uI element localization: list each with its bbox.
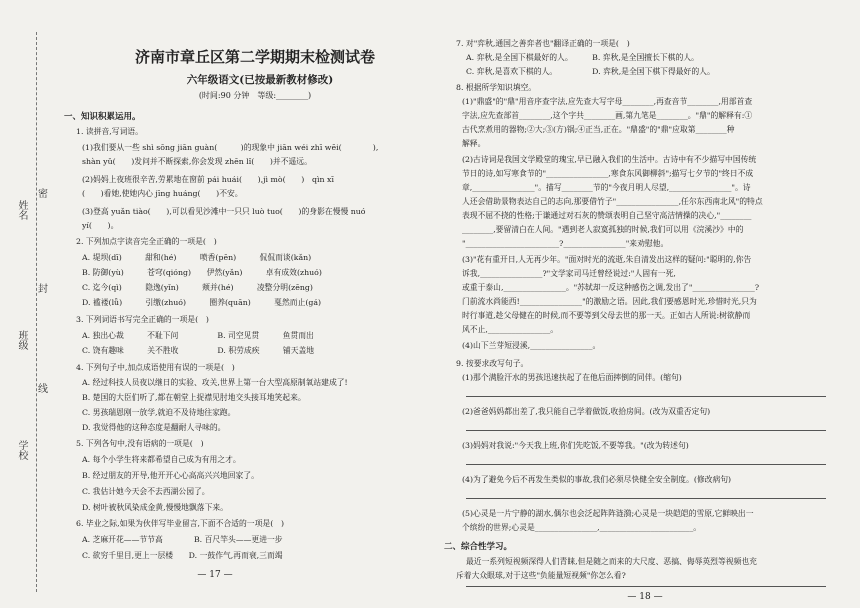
q8-line: (1)"鼎盛"的"鼎"用音序查字法,应先查大写字母________,再查音节________,用部首查: [462, 97, 753, 106]
q7-option: A. 弈秋,是全国下棋最好的人。 B. 弈秋,是全国擅长下棋的人。: [466, 53, 699, 62]
q1-line: (1)我们要从一些 shì sōng jiān guàn( )的现象中 jiān wéi zhī wēi( ),: [82, 143, 379, 152]
q5-option: C. 我估计她今天会不去西湖公园了。: [82, 487, 210, 496]
q7-stem: 7. 对"弈秋,通国之善弈者也"翻译正确的一项是( ): [456, 39, 630, 48]
q9-stem: 9. 按要求改写句子。: [456, 359, 529, 368]
section1-heading: 一、知识积累运用。: [64, 112, 141, 122]
q4-option: A. 经过科技人员夜以继日的实验、攻关,世界上第一台大型高原制氧站建成了!: [82, 378, 348, 387]
q5-option: A. 每个小学生将来都希望自己成为有用之才。: [82, 455, 241, 464]
q7-option: C. 弈秋,是喜欢下棋的人。 D. 弈秋,是全国下棋下得最好的人。: [466, 67, 715, 76]
page-number: — 18 —: [627, 592, 663, 602]
seal-char-xian: 线: [38, 384, 48, 395]
q9-item: (4)为了避免今后不再发生类似的事故,我们必须尽快健全安全制度。(修改病句): [462, 475, 732, 484]
q9-item: (5)心灵是一片宁静的湖水,偶尔也会泛起阵阵涟漪;心灵是一块皑皑的雪原,它鲜映出一: [462, 509, 754, 518]
q1-stem: 1. 读拼音,写词语。: [76, 127, 143, 136]
q8-line: 或重于泰山,________________。"苏轼却一反这种感伤之调,发出了"________________?: [462, 283, 759, 292]
answer-line[interactable]: [466, 464, 826, 465]
s2-line: 斥着大众眼球,对于这些"负能量短视频"你怎么看?: [456, 571, 626, 580]
q9-item: (1)那个满脸汗水的男孩迅速扶起了在他后面摔倒的同伴。(缩句): [462, 373, 682, 382]
q4-option: C. 男孩瑞恩刚一放学,就迫不及待地往家跑。: [82, 408, 236, 417]
q5-option: D. 树叶被秋风染成金黄,慢慢地飘落下来。: [82, 503, 228, 512]
time-grade-line: (时间:90 分钟 等级:________): [198, 91, 312, 100]
seal-char-mi: 密: [38, 189, 48, 200]
q1-line: ( )看她,使她内心 jīng huáng( )不安。: [82, 189, 243, 198]
q8-line: 诉我,________________?"文学家司马迁曾经说过:"人固有一死,: [462, 269, 676, 278]
q4-stem: 4. 下列句子中,加点成语使用有误的一项是( ): [76, 363, 235, 372]
q9-item: (3)妈妈对我说:"今天我上班,你们先吃饭,不要等我。"(改为转述句): [462, 441, 689, 450]
q8-line: 人还会借助景物表达自己的志向,那要借竹子"________________,任尔东西南北风"的特点: [462, 197, 763, 206]
q8-line: 时行事道,趁父母健在的时候,而不要等到父母去世的那一天。正如古人所说:树欲静而: [462, 311, 751, 320]
q2-option: D. 褴褛(lǚ) 引缴(zhuó) 圈养(quān) 戛然而止(gá): [82, 298, 322, 307]
q4-option: B. 楚国的大臣们听了,都在朝堂上捉襟见肘地交头接耳地笑起来。: [82, 393, 306, 402]
s2-line: 最近一系列短视频深得人们青睐,但是随之而来的大尺度、恶搞、侮辱英烈等视频也充: [466, 557, 757, 566]
q3-option: A. 独出心裁 不耻下问 B. 司空见贯 鱼贯而出: [82, 331, 314, 340]
q2-option: C. 迄今(qì) 隐逸(yǐn) 颊并(hé) 凌整分明(zēng): [82, 283, 313, 292]
page-title: 济南市章丘区第二学期期末检测试卷: [134, 48, 375, 66]
q9-item: (2)爸爸妈妈都出差了,我只能自己学着做饭,收拾房间。(改为双重否定句): [462, 407, 711, 416]
q2-option: B. 防御(yù) 苍穹(qióng) 伊然(yǎn) 卓有成效(zhuó): [82, 268, 322, 277]
q8-line: 古代烹煮用的器物;②大;③(方)锅;④正当,正在。"鼎盛"的"鼎"应取第________种: [462, 125, 735, 134]
q8-line: (4)山下兰芽短浸溪,________________。: [462, 341, 601, 350]
page-number: — 17 —: [197, 570, 233, 580]
q6-option: A. 芝麻开花——节节高 B. 百尺竿头——更进一步: [82, 535, 283, 544]
q8-line: (3)"花有重开日,人无再少年。"面对时光的流逝,朱自清发出这样的疑问:"聪明的,你告: [462, 255, 752, 264]
q2-option: A. 堤坝(dī) 甜和(hé) 喷香(pēn) 侃侃而谈(kǎn): [82, 253, 312, 262]
q8-line: "________________________?________________"来劝慰他。: [462, 239, 669, 248]
q1-line: (3)登高 yuǎn tiào( ),可以看见沙滩中一只只 luò tuo( )的身影在慢慢 nuó: [82, 207, 366, 216]
section2-heading: 二、综合性学习。: [444, 542, 513, 552]
q3-stem: 3. 下列词语书写完全正确的一项是( ): [76, 315, 209, 324]
answer-line[interactable]: [466, 430, 826, 431]
answer-line[interactable]: [466, 396, 826, 397]
school-label: 学校: [16, 440, 27, 460]
name-label: 姓名: [16, 200, 27, 220]
q1-line: yí( )。: [82, 221, 119, 230]
q6-stem: 6. 毕业之际,如果为伙伴写毕业留言,下面不合适的一项是( ): [76, 519, 285, 528]
q8-line: 章,________________"。描写________节的"今夜月明人尽望,________________"。诗: [462, 183, 751, 192]
right-page: [430, 0, 860, 608]
q8-line: (2)古诗词是我国文学殿堂的瑰宝,早已融入我们的生活中。古诗中有不少描写中国传统: [462, 155, 757, 164]
binding-margin: [0, 0, 58, 608]
q8-line: 解释。: [462, 139, 486, 148]
class-label: 班级: [16, 330, 27, 350]
q4-option: D. 我觉得他的这种态度是翻耐人寻味的。: [82, 423, 226, 432]
q1-line: (2)妈妈上夜班很辛苦,劳累地在窗前 pái huái( ),jì mò( ) qìn xī: [82, 175, 334, 184]
subtitle: 六年级语文(已按最新教材修改): [186, 74, 334, 86]
q8-stem: 8. 根据所学知识填空。: [456, 83, 537, 92]
answer-line[interactable]: [466, 498, 826, 499]
q8-line: 字法,应先查部首________,这个字共________画,第九笔是________。"鼎"的解释有:①: [462, 111, 753, 120]
q8-line: 表现不屈不挠的性格;于谦通过对石灰的赞颂表明自己坚守高洁情操的决心,"________: [462, 211, 752, 220]
q8-line: 风不止,________________。: [462, 325, 559, 334]
q6-option: C. 欲穷千里目,更上一层楼 D. 一鼓作气,再而衰,三而竭: [82, 551, 283, 560]
q5-option: B. 经过朋友的开导,他开开心心高高兴兴地回家了。: [82, 471, 259, 480]
seal-line: [36, 32, 37, 592]
q8-line: ________,要留清白在人间。"遇到老人寂寞孤独的时候,我们可以用《浣溪沙》中的: [462, 225, 744, 234]
q2-stem: 2. 下列加点字读音完全正确的一项是( ): [76, 237, 217, 246]
answer-line[interactable]: [466, 586, 826, 587]
q9-item: 个缤纷的世界;心灵是________________,________________________。: [462, 523, 702, 532]
seal-char-feng: 封: [38, 284, 48, 295]
q1-line: shàn yǔ( )发问并不断探索,你会发现 zhēn lǐ( )并不遥远。: [82, 157, 312, 166]
q5-stem: 5. 下列各句中,没有语病的一项是( ): [76, 439, 204, 448]
q3-option: C. 饶有趣味 关不胜收 D. 积劳成疾 铺天盖地: [82, 346, 315, 355]
q8-line: 门前流水尚能西!________________"的激励之语。因此,我们要感恩时光,珍惜时光,只为: [462, 297, 757, 306]
q8-line: 节日的诗,如写寒食节的"________________,寒食东风御柳斜";描写七夕节的"终日不成: [462, 169, 754, 178]
